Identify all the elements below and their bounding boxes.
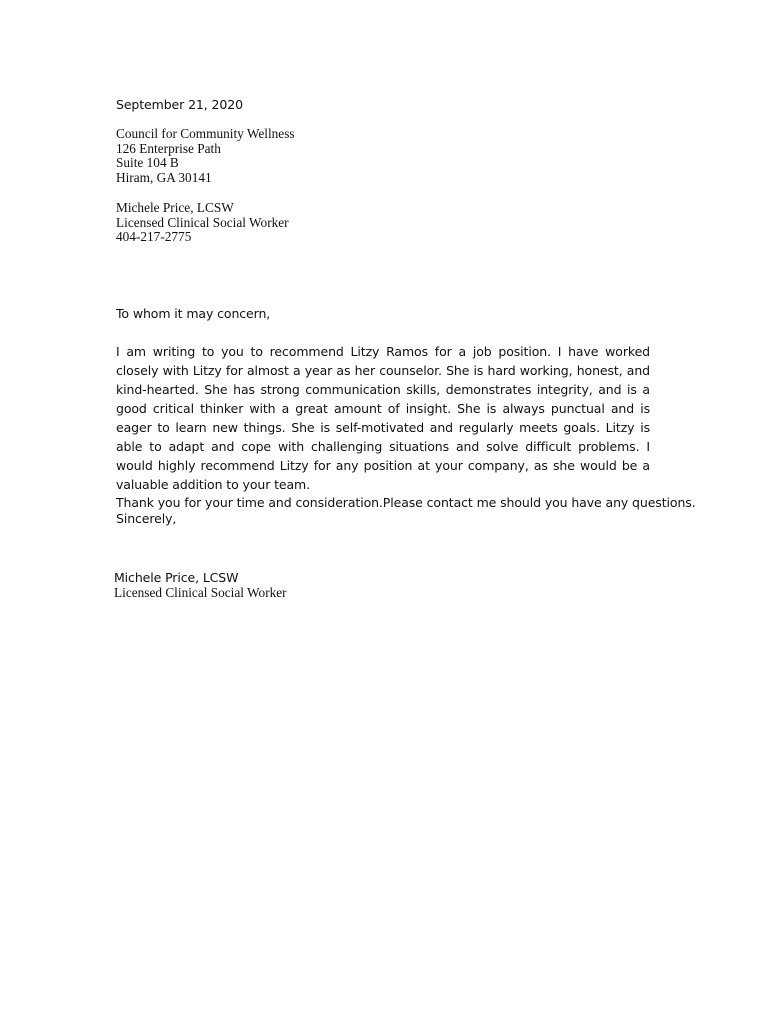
recipient-suite: Suite 104 B <box>116 155 179 171</box>
thanks-line: Thank you for your time and consideration.Please contact me should you have any questions. <box>116 495 696 510</box>
sender-name: Michele Price, LCSW <box>116 200 234 215</box>
letter-date: September 21, 2020 <box>116 97 243 112</box>
sender-title: Licensed Clinical Social Worker <box>116 214 289 230</box>
closing: Sincerely, <box>116 511 177 526</box>
salutation: To whom it may concern, <box>116 306 271 321</box>
sender-block <box>116 201 289 245</box>
signature-name: Michele Price, LCSW <box>114 570 239 585</box>
recipient-street: 126 Enterprise Path <box>116 140 221 156</box>
body-paragraph: I am writing to you to recommend Litzy Ramos for a job position. I have worked closely with Litzy for almost a year as her counselor. She is hard working, honest, and kind-hearted. She has strong communication skills, demonstrates integrity, and is a good critical thinker with a great amount of insight. She is always punctual and is eager to learn new things. She is self-motivated and regularly meets goals. Litzy is able to adapt and cope with challenging situations and solve difficult problems. I would highly recommend Litzy for any position at your company, as she would be a valuable addition to your team. <box>116 344 650 492</box>
sender-phone: 404-217-2775 <box>116 229 192 245</box>
recipient-city-state-zip: Hiram, GA 30141 <box>116 169 212 185</box>
recipient-organization: Council for Community Wellness <box>116 126 295 141</box>
signature-title: Licensed Clinical Social Worker <box>114 585 287 600</box>
recipient-address-block <box>116 127 295 185</box>
